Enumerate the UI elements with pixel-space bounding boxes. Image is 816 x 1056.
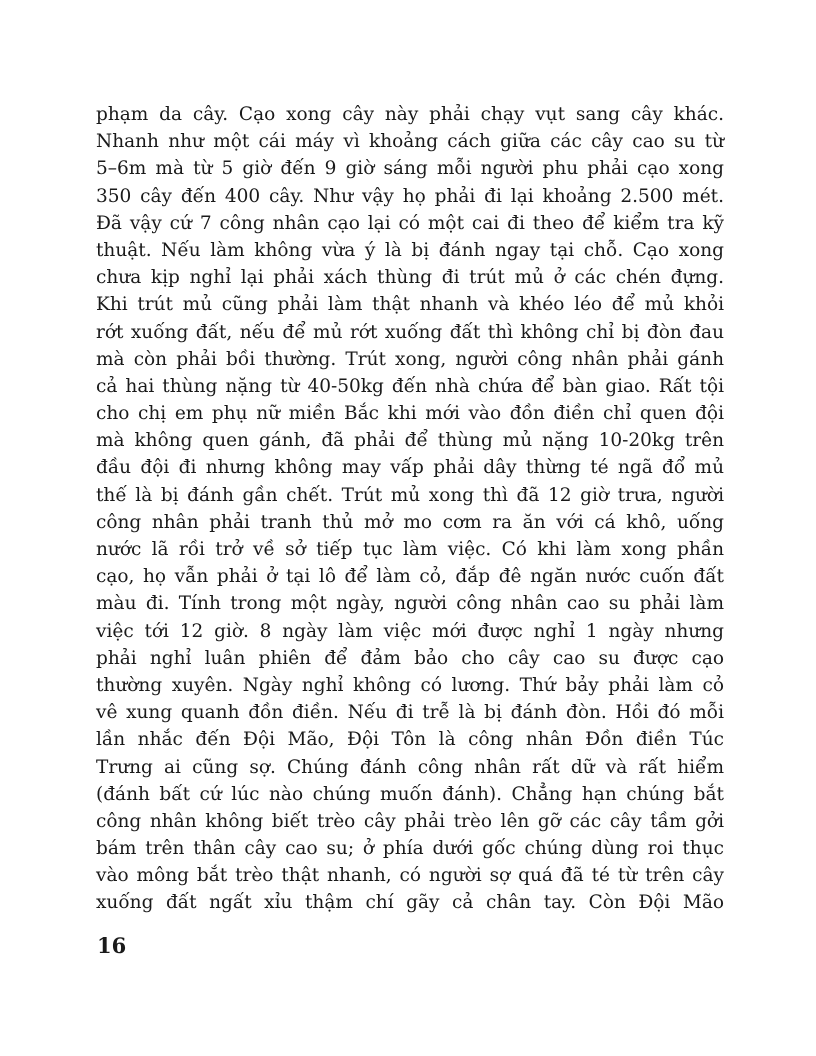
- text-line: phạm da cây. Cạo xong cây này phải chạy vụt sang cây khác.: [96, 104, 724, 125]
- text-line: Nhanh như một cái máy vì khoảng cách giữa các cây cao su từ: [96, 131, 724, 153]
- text-line: (đánh bất cứ lúc nào chúng muốn đánh). Chẳng hạn chúng bắt: [96, 783, 724, 805]
- text-line: việc tới 12 giờ. 8 ngày làm việc mới được nghỉ 1 ngày nhưng: [96, 620, 724, 642]
- text-line: chưa kịp nghỉ lại phải xách thùng đi trút mủ ở các chén đựng.: [96, 267, 724, 289]
- text-line: thuật. Nếu làm không vừa ý là bị đánh ngay tại chỗ. Cạo xong: [96, 239, 724, 261]
- text-line: công nhân không biết trèo cây phải trèo lên gỡ các cây tầm gởi: [96, 810, 724, 832]
- text-line: cho chị em phụ nữ miền Bắc khi mới vào đồn điền chỉ quen đội: [96, 403, 724, 425]
- text-line: cả hai thùng nặng từ 40-50kg đến nhà chứa để bàn giao. Rất tội: [96, 375, 724, 397]
- text-line: thế là bị đánh gần chết. Trút mủ xong thì đã 12 giờ trưa, người: [96, 484, 724, 506]
- text-line: phải nghỉ luân phiên để đảm bảo cho cây cao su được cạo: [96, 647, 724, 669]
- text-line: Trưng ai cũng sợ. Chúng đánh công nhân rất dữ và rất hiểm: [96, 756, 724, 778]
- text-line: nước lã rồi trở về sở tiếp tục làm việc. Có khi làm xong phần: [96, 539, 724, 560]
- text-line: 5–6m mà từ 5 giờ đến 9 giờ sáng mỗi người phu phải cạo xong: [96, 158, 724, 180]
- text-line: màu đi. Tính trong một ngày, người công nhân cao su phải làm: [96, 593, 724, 615]
- page-number: 16: [97, 933, 127, 958]
- text-line: công nhân phải tranh thủ mở mo cơm ra ăn với cá khô, uống: [96, 511, 724, 533]
- text-line: cạo, họ vẫn phải ở tại lô để làm cỏ, đắp đê ngăn nước cuốn đất: [96, 566, 724, 588]
- text-line: mà không quen gánh, đã phải để thùng mủ nặng 10-20kg trên: [96, 430, 724, 452]
- text-line: 350 cây đến 400 cây. Như vậy họ phải đi lại khoảng 2.500 mét.: [96, 185, 724, 207]
- text-line: Khi trút mủ cũng phải làm thật nhanh và khéo léo để mủ khỏi: [96, 294, 724, 316]
- body-text: [96, 101, 724, 917]
- text-line: đầu đội đi nhưng không may vấp phải dây thừng té ngã đổ mủ: [96, 457, 724, 479]
- text-line: xuống đất ngất xỉu thậm chí gãy cả chân tay. Còn Đội Mão: [96, 892, 724, 914]
- text-line: thường xuyên. Ngày nghỉ không có lương. Thứ bảy phải làm cỏ: [96, 674, 724, 696]
- text-line: Đã vậy cứ 7 công nhân cạo lại có một cai đi theo để kiểm tra kỹ: [96, 212, 724, 234]
- text-line: mà còn phải bồi thường. Trút xong, người công nhân phải gánh: [96, 348, 724, 370]
- text-line: vào mông bắt trèo thật nhanh, có người sợ quá đã té từ trên cây: [96, 865, 724, 887]
- text-line: vê xung quanh đồn điền. Nếu đi trễ là bị đánh đòn. Hồi đó mỗi: [96, 702, 724, 724]
- text-line: rớt xuống đất, nếu để mủ rớt xuống đất thì không chỉ bị đòn đau: [96, 321, 724, 343]
- text-line: lần nhắc đến Đội Mão, Đội Tôn là công nhân Đồn điền Túc: [96, 729, 724, 751]
- text-line: bám trên thân cây cao su; ở phía dưới gốc chúng dùng roi thục: [96, 838, 724, 860]
